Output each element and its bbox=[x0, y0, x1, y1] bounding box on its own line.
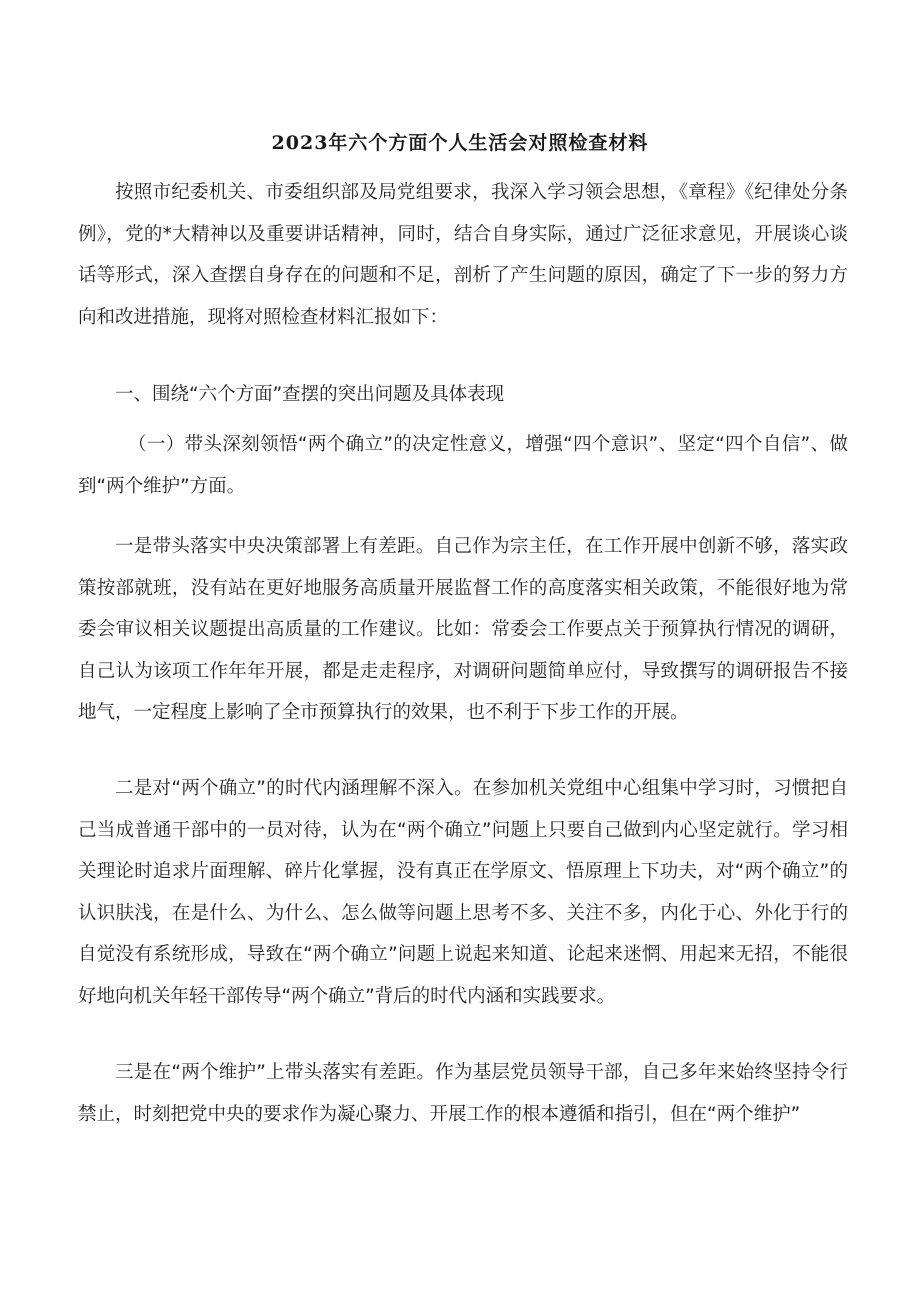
intro-paragraph: 按照市纪委机关、市委组织部及局党组要求，我深入学习领会思想，《章程》《纪律处分条例》，党的*大精神以及重要讲话精神，同时，结合自身实际，通过广泛征求意见，开展谈心谈话等形式，深入查摆自身存在的问题和不足，剖析了产生问题的原因，确定了下一步的努力方向和改进措施，现将对照检查材料汇报如下： bbox=[78, 182, 848, 328]
subsection-heading: （一）带头深刻领悟“两个确立”的决定性意义，增强“四个意识”、坚定“四个自信”、做到“两个维护”方面。 bbox=[78, 434, 848, 497]
issue-paragraph-2: 二是对“两个确立”的时代内涵理解不深入。在参加机关党组中心组集中学习时，习惯把自己当成普通干部中的一员对待，认为在“两个确立”问题上只要自己做到内心坚定就行。学习相关理论时追求片面理解、碎片化掌握，没有真正在学原文、悟原理上下功夫，对“两个确立”的认识肤浅，在是什么、为什么、怎么做等问题上思考不多、关注不多，内化于心、外化于行的自觉没有系统形成，导致在“两个确立”问题上说起来知道、论起来迷惘、用起来无招，不能很好地向机关年轻干部传导“两个确立”背后的时代内涵和实践要求。 bbox=[78, 778, 848, 1007]
issue-paragraph-1: 一是带头落实中央决策部署上有差距。自己作为宗主任，在工作开展中创新不够，落实政策按部就班，没有站在更好地服务高质量开展监督工作的高度落实相关政策，不能很好地为常委会审议相关议题提出高质量的工作建议。比如：常委会工作要点关于预算执行情况的调研，自己认为该项工作年年开展，都是走走程序，对调研问题简单应付，导致撰写的调研报告不接地气，一定程度上影响了全市预算执行的效果，也不利于下步工作的开展。 bbox=[78, 536, 848, 723]
section-heading: 一、围绕“六个方面”查摆的突出问题及具体表现 bbox=[115, 384, 505, 405]
issue-paragraph-3: 三是在“两个维护”上带头落实有差距。作为基层党员领导干部，自己多年来始终坚持令行禁止，时刻把党中央的要求作为凝心聚力、开展工作的根本遵循和指引，但在“两个维护” bbox=[78, 1062, 848, 1125]
document-title: 2023年六个方面个人生活会对照检查材料 bbox=[271, 132, 649, 154]
